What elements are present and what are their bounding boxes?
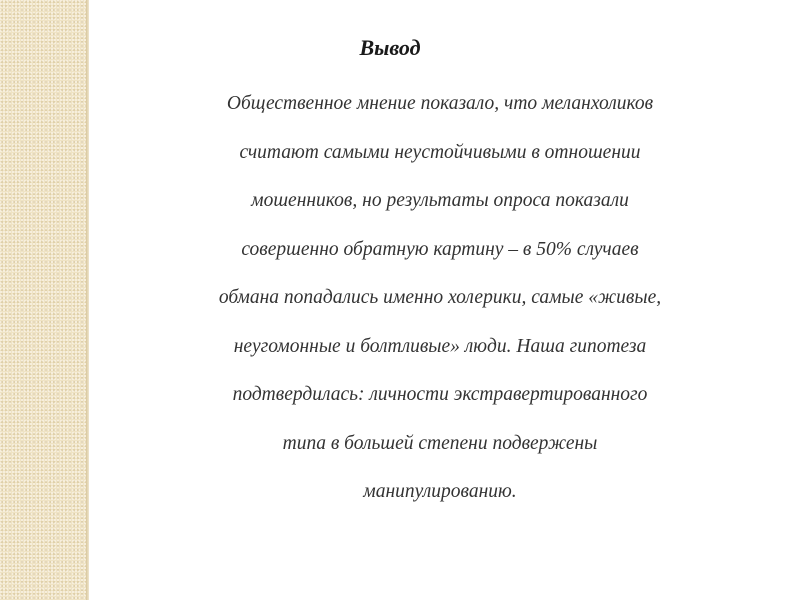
paragraph-line: Общественное мнение показало, что меланхоликов [226,93,654,114]
paragraph-line: мошенников, но результаты опроса показали [251,190,629,211]
slide-title: Вывод [359,35,421,60]
paragraph-line: неугомонные и болтливые» люди. Наша гипотеза [233,335,647,357]
paragraph-line: совершенно обратную картину – в 50% случаев [241,238,639,260]
paragraph-line: типа в большей степени подвержены [282,432,598,454]
paragraph-line: манипулированию. [363,481,517,502]
decorative-side-band [0,0,86,600]
paragraph-line: обмана попадались именно холерики, самые «живые, [218,287,662,308]
conclusion-paragraph [110,84,770,521]
paragraph-line: подтвердилась: личности экстравертированного [232,384,648,405]
paragraph-line: считают самыми неустойчивыми в отношении [239,141,641,163]
side-band-edge [86,0,89,600]
